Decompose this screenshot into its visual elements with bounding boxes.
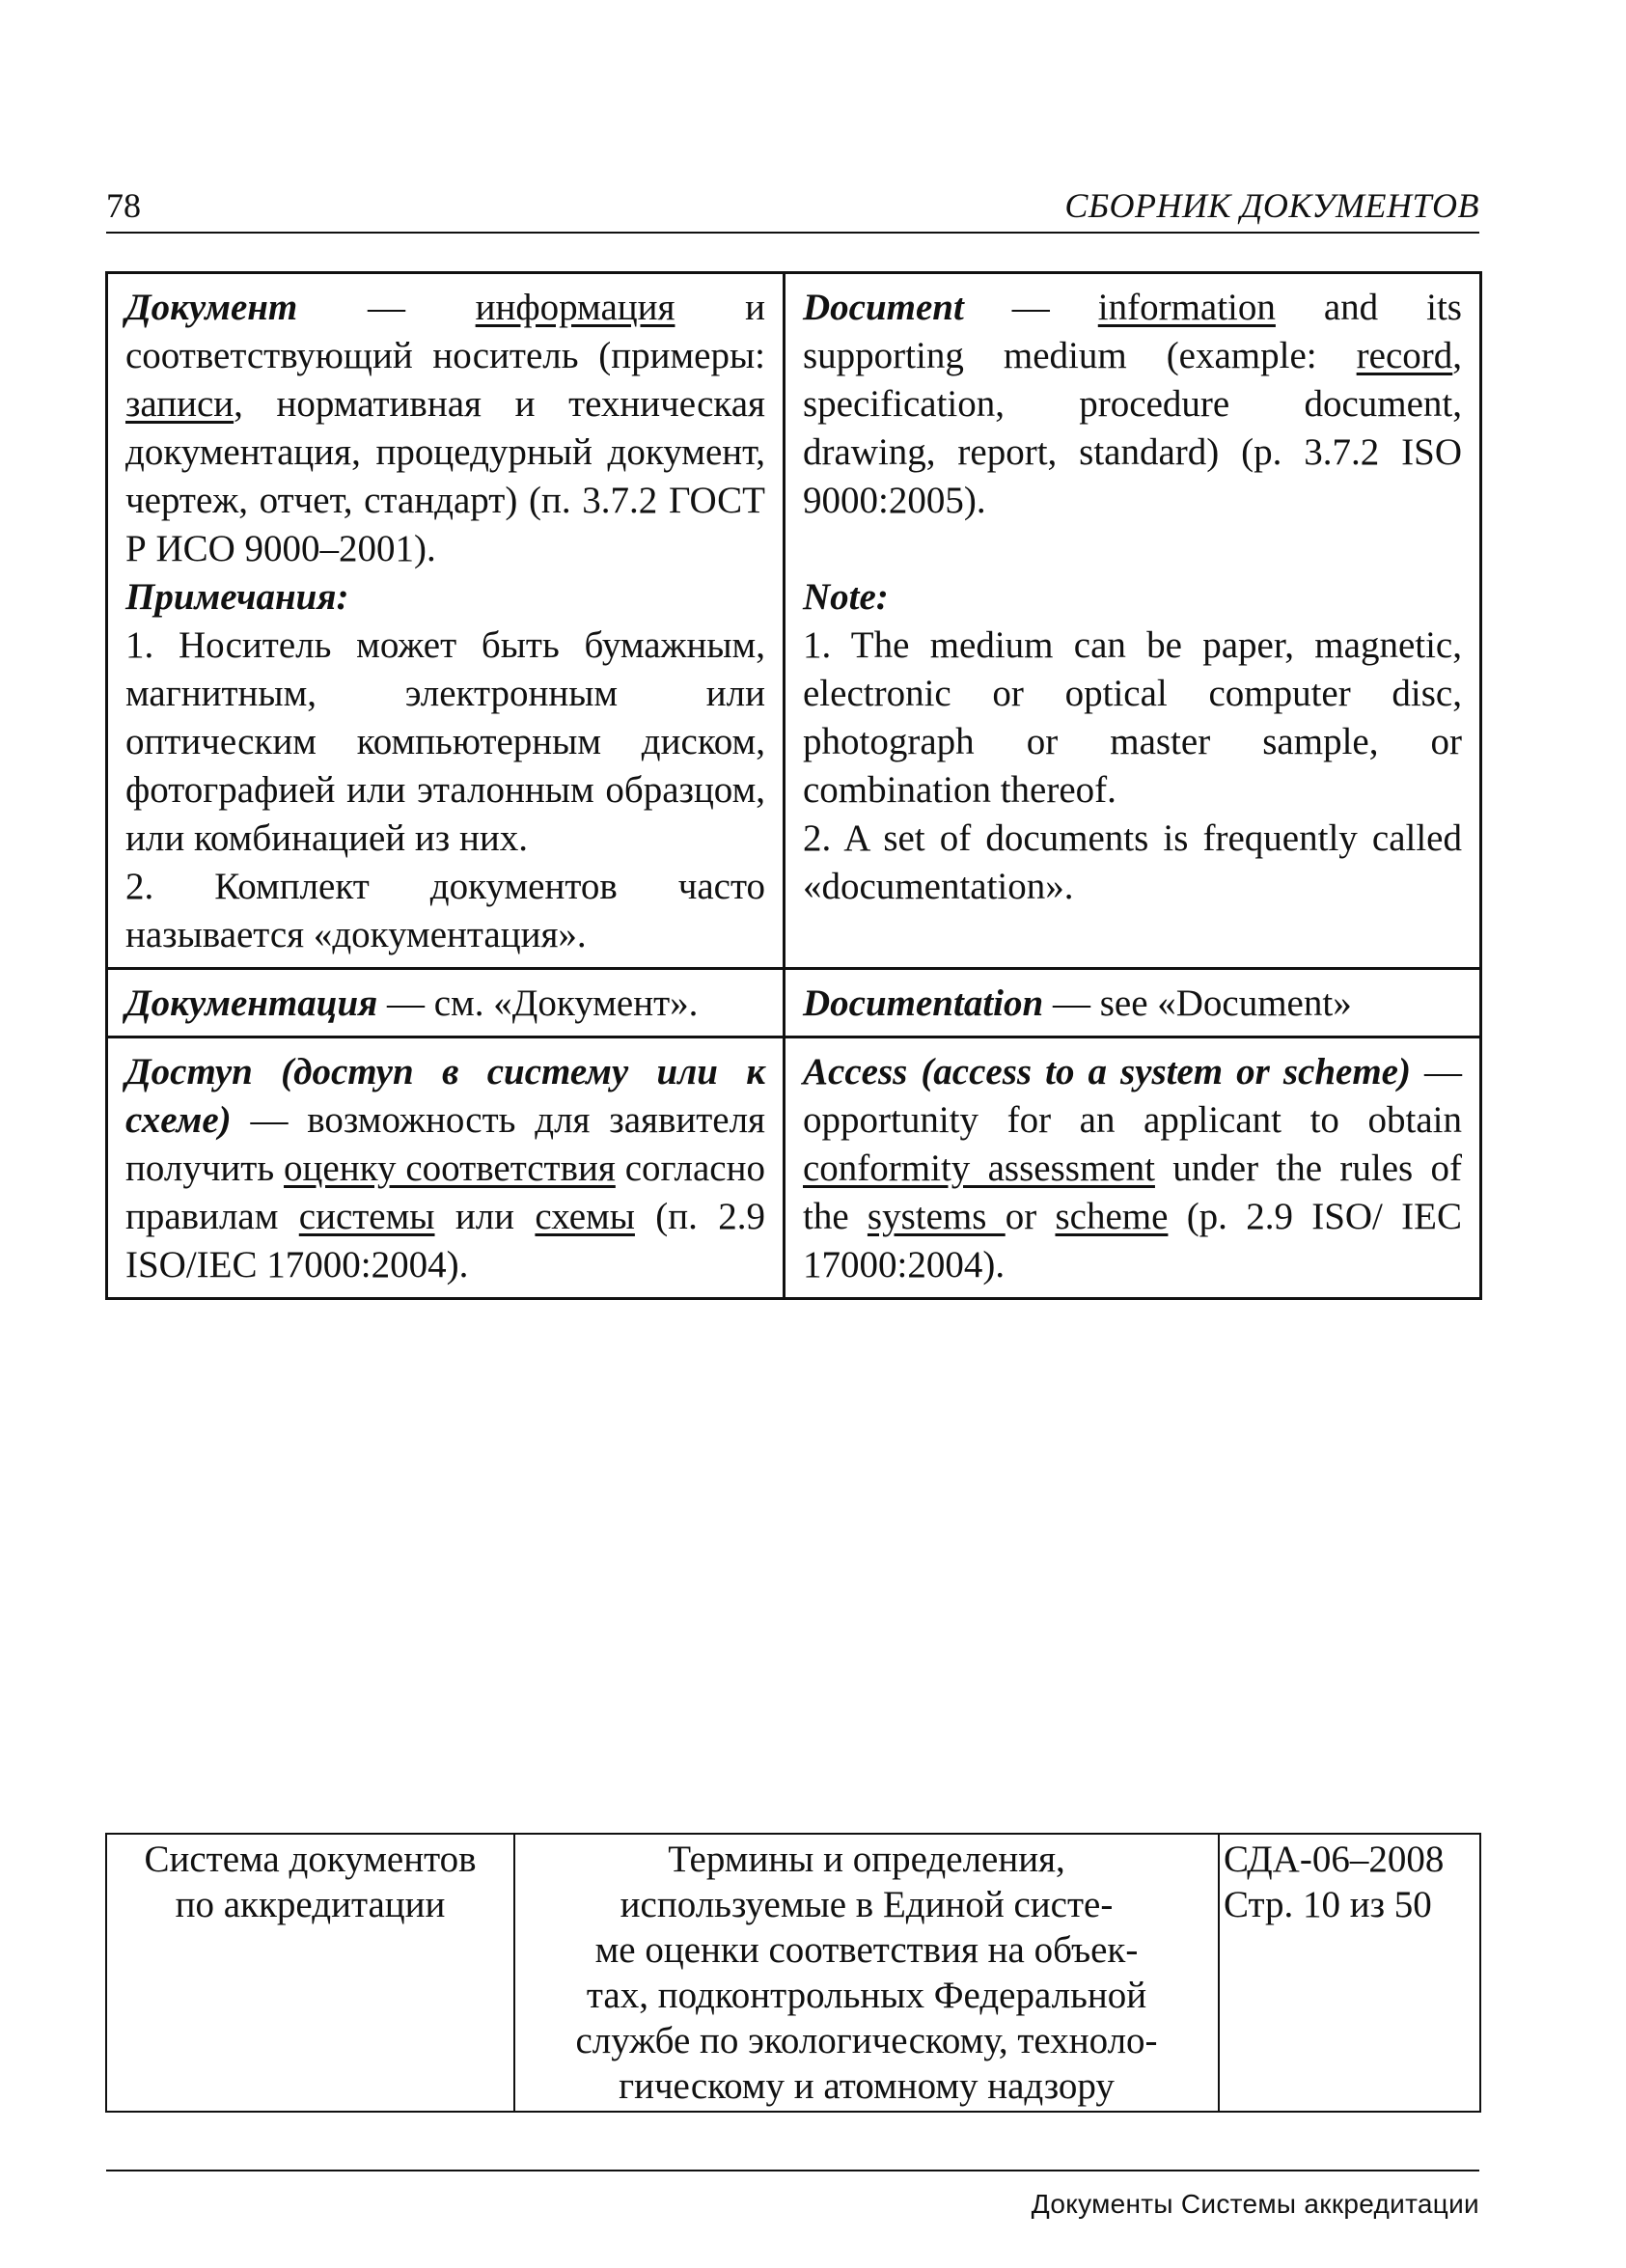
- title-line: Термины и определения,: [668, 1839, 1065, 1880]
- definition-text: — see «Document»: [1043, 982, 1352, 1024]
- title-line: гическому и атомному надзору: [619, 2065, 1115, 2107]
- running-title: СБОРНИК ДОКУМЕНТОВ: [1064, 186, 1479, 225]
- definition-text: under the rules of the: [803, 1148, 1462, 1237]
- note-item: 2. Комплект документов часто называется «документация».: [125, 866, 765, 955]
- system-name-cell: [106, 1834, 514, 2112]
- term-link[interactable]: scheme: [1055, 1196, 1169, 1237]
- definition-text: — opportunity for an applicant to obtain: [803, 1051, 1462, 1141]
- page-info: Стр. 10 из 50: [1224, 1884, 1432, 1925]
- term-cell-ru: [107, 273, 785, 969]
- definition-text: , specification, procedure document, drawing, report, standard) (p. 3.7.2 ISO 9000:2005).: [803, 335, 1462, 521]
- term-name: Documentation: [803, 982, 1044, 1024]
- note-item: 1. Носитель может быть бумажным, магнитным, электронным или оптическим компьютерным диском, фотографией или эталонным образцом, или комбинацией из них.: [125, 624, 765, 859]
- definition-text: или: [434, 1196, 536, 1237]
- page-number: 78: [106, 186, 141, 225]
- definition-text: — возможность для заявителя получить: [125, 1099, 765, 1189]
- document-footer-block: [105, 1833, 1481, 2113]
- table-row: [107, 1037, 1481, 1299]
- term-link[interactable]: схемы: [535, 1196, 635, 1237]
- definition-text: — см. «Документ».: [377, 982, 699, 1024]
- term-link[interactable]: conformity assessment: [803, 1148, 1155, 1189]
- note-item: 1. The medium can be paper, magnetic, electronic or optical computer disc, photograph or master sample, or combination thereof.: [803, 624, 1462, 811]
- document-code-cell: [1219, 1834, 1480, 2112]
- term-link[interactable]: information: [1097, 287, 1276, 328]
- term-link[interactable]: оценку соответствия: [284, 1148, 616, 1189]
- term-link[interactable]: информация: [475, 287, 675, 328]
- dash: —: [963, 287, 1098, 328]
- term-link[interactable]: record: [1356, 335, 1453, 376]
- term-cell-en: [785, 273, 1481, 969]
- term-name: Документация: [125, 982, 378, 1024]
- definition-text: согласно правилам: [125, 1148, 765, 1237]
- spacer: [803, 525, 1462, 573]
- header-rule: [106, 232, 1479, 234]
- term-link[interactable]: системы: [298, 1196, 435, 1237]
- document-code: СДА-06–2008: [1224, 1839, 1445, 1880]
- definition-text: (п. 2.9 ISO/IEC 17000:2004).: [125, 1196, 765, 1286]
- term-cell-en: [785, 1037, 1481, 1299]
- definition-text: , нормативная и техническая документация, процедурный документ, чертеж, отчет, стандарт) (п. 3.7.2 ГОСТ Р ИСО 9000–2001).: [125, 383, 765, 569]
- footer-caption: Документы Системы аккредитации: [1031, 2189, 1479, 2219]
- note-item: 2. A set of documents is frequently called «documentation».: [803, 817, 1462, 907]
- system-name-line: по аккредитации: [175, 1884, 446, 1925]
- term-cell-ru: [107, 969, 785, 1037]
- dash: —: [297, 287, 476, 328]
- term-cell-ru: [107, 1037, 785, 1299]
- definition-text: и соответствующий носитель (примеры:: [125, 287, 766, 376]
- footer-rule: [106, 2170, 1479, 2171]
- title-line: используемые в Единой систе-: [620, 1884, 1114, 1925]
- notes-heading: Примечания:: [125, 576, 349, 618]
- definition-text: or: [1005, 1196, 1056, 1237]
- title-line: ме оценки соответствия на объек-: [594, 1929, 1139, 1971]
- table-row: [107, 273, 1481, 969]
- term-cell-en: [785, 969, 1481, 1037]
- table-row: [106, 1834, 1480, 2112]
- term-name: Document: [803, 287, 964, 328]
- system-name-line: Система документов: [144, 1839, 477, 1880]
- terms-table: [105, 271, 1482, 1300]
- term-link[interactable]: systems: [867, 1196, 1006, 1237]
- document-title-cell: [514, 1834, 1219, 2112]
- term-name: Access (access to a system or scheme): [803, 1051, 1411, 1093]
- definition-text: (p. 2.9 ISO/ IEC 17000:2004).: [803, 1196, 1462, 1286]
- table-row: [107, 969, 1481, 1037]
- term-link[interactable]: записи: [125, 383, 234, 425]
- title-line: службе по экологическому, техноло-: [575, 2020, 1158, 2061]
- definition-text: and its supporting medium (example:: [803, 287, 1462, 376]
- term-name: Доступ (доступ в систему или к схеме): [125, 1051, 765, 1141]
- notes-heading: Note:: [803, 576, 889, 618]
- title-line: тах, подконтрольных Федеральной: [586, 1975, 1147, 2016]
- term-name: Документ: [125, 287, 298, 328]
